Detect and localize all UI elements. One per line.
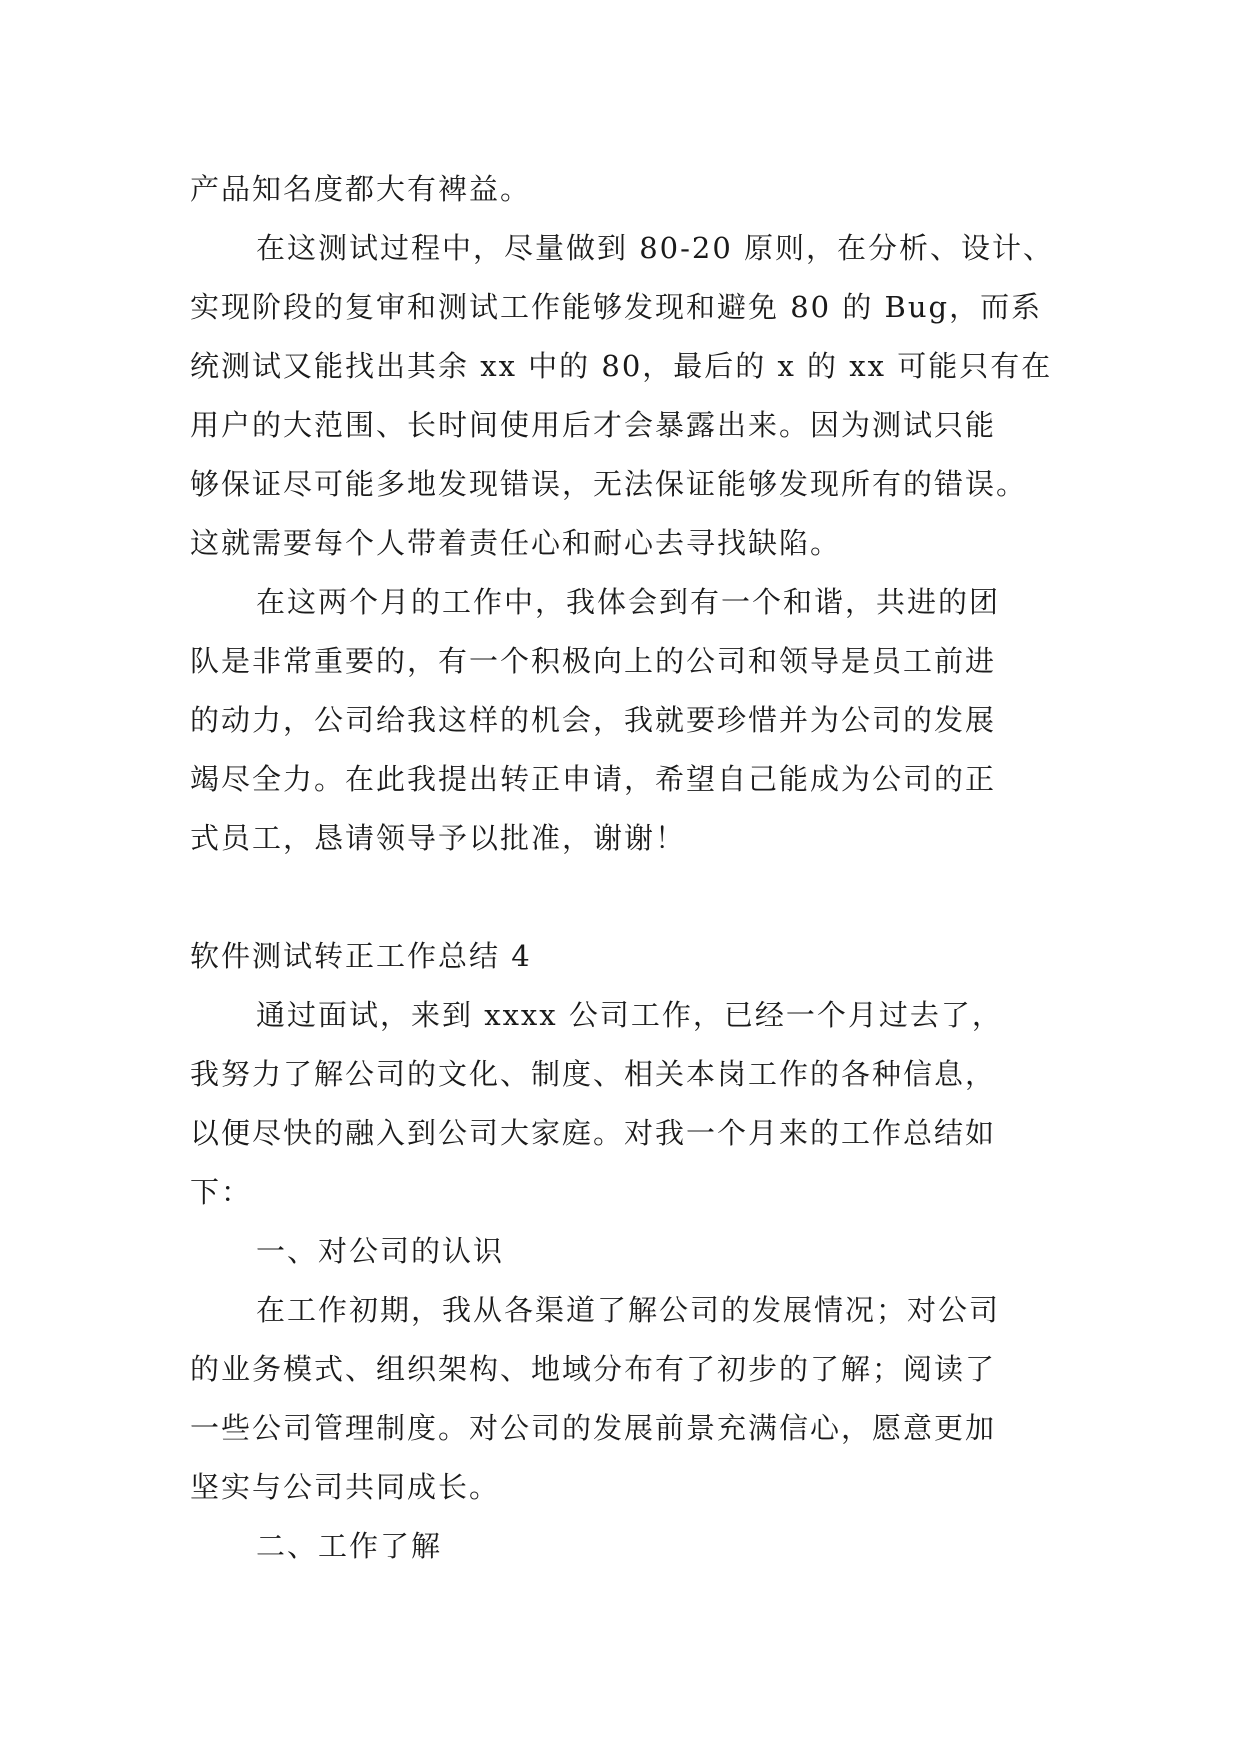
paragraph-line: 实现阶段的复审和测试工作能够发现和避免 80 的 Bug，而系: [190, 290, 1043, 324]
previous-section: [190, 160, 1060, 868]
next-section: [190, 986, 1060, 1576]
section-spacer: [190, 868, 1060, 927]
paragraph-line: 以便尽快的融入到公司大家庭。对我一个月来的工作总结如: [190, 1116, 997, 1150]
paragraph-line: 这就需要每个人带着责任心和耐心去寻找缺陷。: [190, 526, 842, 560]
paragraph-line: 用户的大范围、长时间使用后才会暴露出来。因为测试只能: [190, 408, 997, 442]
paragraph-line: 通过面试，来到 xxxx 公司工作，已经一个月过去了，: [256, 998, 1003, 1032]
paragraph-line: 的动力，公司给我这样的机会，我就要珍惜并为公司的发展: [190, 703, 997, 737]
paragraph-line: 在这两个月的工作中，我体会到有一个和谐，共进的团: [256, 585, 1001, 619]
subheading-line: 一、对公司的认识: [256, 1234, 505, 1268]
paragraph-line: 式员工，恳请领导予以批准，谢谢！: [190, 821, 687, 855]
paragraph-line: 产品知名度都大有裨益。: [190, 172, 532, 206]
paragraph-line: 在这测试过程中，尽量做到 80-20 原则，在分析、设计、: [256, 231, 1055, 265]
paragraph-line: 竭尽全力。在此我提出转正申请，希望自己能成为公司的正: [190, 762, 997, 796]
document-body: [190, 160, 1060, 1576]
section-title: 软件测试转正工作总结 4: [190, 939, 532, 973]
paragraph-line: 我努力了解公司的文化、制度、相关本岗工作的各种信息，: [190, 1057, 997, 1091]
paragraph-line: 统测试又能找出其余 xx 中的 80，最后的 x 的 xx 可能只有在: [190, 349, 1053, 383]
paragraph-line: 队是非常重要的，有一个积极向上的公司和领导是员工前进: [190, 644, 997, 678]
paragraph-line: 一些公司管理制度。对公司的发展前景充满信心，愿意更加: [190, 1411, 997, 1445]
paragraph-line: 的业务模式、组织架构、地域分布有了初步的了解；阅读了: [190, 1352, 997, 1386]
paragraph-line: 够保证尽可能多地发现错误，无法保证能够发现所有的错误。: [190, 467, 1028, 501]
paragraph-line: 坚实与公司共同成长。: [190, 1470, 501, 1504]
subheading-line: 二、工作了解: [256, 1529, 443, 1563]
paragraph-line: 在工作初期，我从各渠道了解公司的发展情况；对公司: [256, 1293, 1001, 1327]
paragraph-line: 下：: [190, 1175, 253, 1209]
